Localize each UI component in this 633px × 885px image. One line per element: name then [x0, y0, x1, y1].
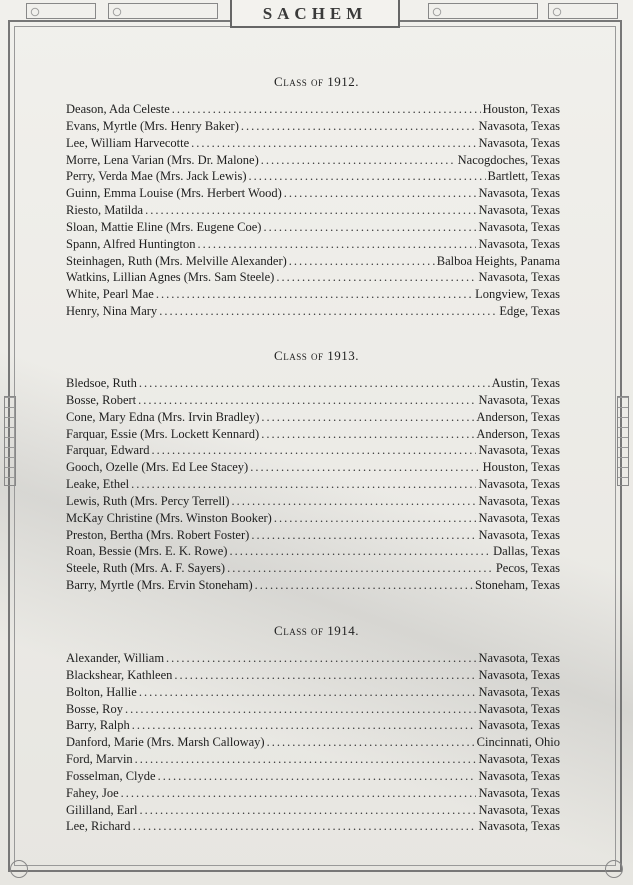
- alumni-name: Bledsoe, Ruth: [66, 376, 137, 390]
- alumni-name: Spann, Alfred Huntington: [66, 236, 196, 251]
- leader-dots: [227, 560, 494, 577]
- alumni-name: Barry, Myrtle (Mrs. Ervin Stoneham): [66, 578, 253, 593]
- leader-dots: [251, 527, 476, 544]
- alumni-name: Steinhagen, Ruth (Mrs. Melville Alexander): [66, 253, 287, 268]
- leader-dots: [261, 409, 474, 426]
- leader-dots: [135, 751, 477, 768]
- section-title-1913: Class of 1913.: [274, 348, 359, 363]
- leader-dots: [267, 734, 475, 751]
- alumni-name: Bosse, Roy: [66, 701, 123, 716]
- alumni-name: Farquar, Essie (Mrs. Lockett Kennard): [66, 426, 260, 441]
- alumni-name: Lee, Richard: [66, 819, 131, 834]
- section-title-1914: Class of 1914.: [274, 623, 359, 638]
- alumni-name: Fosselman, Clyde: [66, 768, 156, 783]
- section-title-1912: Class of 1912.: [274, 74, 359, 89]
- leader-dots: [250, 459, 480, 476]
- alumni-name: Roan, Bessie (Mrs. E. K. Rowe): [66, 544, 228, 559]
- alumni-name: Deason, Ada Celeste: [66, 102, 170, 116]
- alumni-name: Farquar, Edward: [66, 443, 150, 458]
- roster-row: [66, 269, 560, 286]
- leader-dots: [255, 577, 473, 594]
- leader-dots: [125, 701, 477, 718]
- alumni-residence: Navasota, Texas: [478, 752, 560, 767]
- alumni-name: Cone, Mary Edna (Mrs. Irvin Bradley): [66, 409, 260, 424]
- alumni-residence: Dallas, Texas: [493, 544, 560, 559]
- roster-row: [66, 701, 560, 718]
- roster-list-1914: [66, 650, 560, 835]
- alumni-name: Alexander, William: [66, 651, 165, 665]
- alumni-residence: Balboa Heights, Panama: [436, 253, 560, 268]
- alumni-residence: Navasota, Texas: [478, 718, 560, 733]
- leader-dots: [231, 493, 476, 510]
- leader-dots: [139, 375, 490, 392]
- alumni-residence: Navasota, Texas: [478, 701, 560, 716]
- header-title-box: [230, 0, 400, 28]
- roster-row: [66, 426, 560, 443]
- roster-row: [66, 560, 560, 577]
- roster-row: [66, 202, 560, 219]
- leader-dots: [274, 510, 477, 527]
- alumni-residence: Navasota, Texas: [478, 443, 560, 458]
- alumni-name: Bolton, Hallie: [66, 684, 137, 699]
- roster-row: [66, 818, 560, 835]
- roster-row: [66, 219, 560, 236]
- leader-dots: [289, 253, 435, 270]
- alumni-residence: Cincinnati, Ohio: [476, 735, 560, 750]
- roster-row: [66, 734, 560, 751]
- leader-dots: [263, 219, 476, 236]
- leader-dots: [261, 152, 456, 169]
- roster-row: [66, 785, 560, 802]
- alumni-name: Henry, Nina Mary: [66, 304, 158, 319]
- alumni-residence: Pecos, Texas: [495, 561, 560, 576]
- leader-dots: [159, 303, 497, 320]
- alumni-residence: Navasota, Texas: [478, 219, 560, 234]
- leader-dots: [166, 650, 476, 667]
- alumni-residence: Navasota, Texas: [478, 667, 560, 682]
- alumni-name: McKay Christine (Mrs. Winston Booker): [66, 510, 272, 525]
- leader-dots: [139, 684, 477, 701]
- leader-dots: [191, 135, 476, 152]
- roster-row: [66, 185, 560, 202]
- alumni-residence: Houston, Texas: [482, 460, 560, 475]
- alumni-name: Blackshear, Kathleen: [66, 667, 173, 682]
- alumni-residence: Edge, Texas: [499, 304, 560, 319]
- roster-list-1912: [66, 101, 560, 320]
- alumni-residence: Navasota, Texas: [478, 493, 560, 508]
- page-header-title: SACHEM: [262, 4, 368, 23]
- leader-dots: [121, 785, 477, 802]
- alumni-residence: Longview, Texas: [475, 287, 560, 302]
- leader-dots: [152, 442, 477, 459]
- leader-dots: [156, 286, 473, 303]
- leader-dots: [174, 667, 476, 684]
- alumni-residence: Navasota, Texas: [478, 186, 560, 201]
- alumni-name: Riesto, Matilda: [66, 203, 144, 218]
- alumni-name: Guinn, Emma Louise (Mrs. Herbert Wood): [66, 186, 282, 201]
- leader-dots: [138, 392, 476, 409]
- leader-dots: [131, 476, 476, 493]
- side-ornament-icon: [4, 396, 16, 486]
- alumni-name: Steele, Ruth (Mrs. A. F. Sayers): [66, 561, 226, 576]
- alumni-name: Gililland, Earl: [66, 802, 138, 817]
- roster-row: [66, 459, 560, 476]
- roster-row: [66, 476, 560, 493]
- leader-dots: [140, 802, 477, 819]
- leader-dots: [158, 768, 477, 785]
- corner-ornament-icon: [10, 860, 28, 878]
- roster-row: [66, 409, 560, 426]
- alumni-residence: Navasota, Texas: [478, 477, 560, 492]
- leader-dots: [229, 543, 491, 560]
- roster-row: [66, 510, 560, 527]
- leader-dots: [172, 101, 481, 118]
- alumni-residence: Navasota, Texas: [478, 118, 560, 133]
- roster-row: [66, 577, 560, 594]
- roster-row: [66, 493, 560, 510]
- alumni-residence: Navasota, Texas: [478, 802, 560, 817]
- alumni-residence: Anderson, Texas: [476, 409, 560, 424]
- alumni-residence: Navasota, Texas: [478, 270, 560, 285]
- alumni-residence: Navasota, Texas: [478, 684, 560, 699]
- roster-list-1913: [66, 375, 560, 594]
- roster-row: [66, 768, 560, 785]
- alumni-residence: Navasota, Texas: [478, 527, 560, 542]
- leader-dots: [241, 118, 477, 135]
- alumni-residence: Stoneham, Texas: [475, 578, 560, 593]
- roster-row: [66, 543, 560, 560]
- leader-dots: [198, 236, 477, 253]
- alumni-name: Gooch, Ozelle (Mrs. Ed Lee Stacey): [66, 460, 249, 475]
- alumni-name: Evans, Myrtle (Mrs. Henry Baker): [66, 118, 239, 133]
- alumni-residence: Navasota, Texas: [478, 768, 560, 783]
- roster-row: [66, 152, 560, 169]
- roster-row: [66, 375, 560, 392]
- alumni-residence: Navasota, Texas: [478, 203, 560, 218]
- roster-row: [66, 236, 560, 253]
- roster-row: [66, 442, 560, 459]
- roster-row: [66, 667, 560, 684]
- alumni-name: Ford, Marvin: [66, 752, 133, 767]
- alumni-name: Lee, William Harvecotte: [66, 135, 190, 150]
- alumni-residence: Navasota, Texas: [478, 236, 560, 251]
- alumni-residence: Anderson, Texas: [476, 426, 560, 441]
- roster-row: [66, 286, 560, 303]
- alumni-residence: Austin, Texas: [491, 376, 560, 390]
- alumni-name: Sloan, Mattie Eline (Mrs. Eugene Coe): [66, 219, 262, 234]
- roster-row: [66, 392, 560, 409]
- alumni-residence: Nacogdoches, Texas: [457, 152, 560, 167]
- scroll-ornament-icon: [26, 3, 96, 19]
- roster-row: [66, 802, 560, 819]
- roster-row: [66, 650, 560, 667]
- alumni-name: White, Pearl Mae: [66, 287, 154, 302]
- alumni-residence: Navasota, Texas: [478, 510, 560, 525]
- alumni-residence: Bartlett, Texas: [487, 169, 560, 184]
- leader-dots: [249, 168, 486, 185]
- corner-ornament-icon: [605, 860, 623, 878]
- alumni-residence: Navasota, Texas: [478, 819, 560, 834]
- scroll-ornament-icon: [428, 3, 538, 19]
- alumni-residence: Navasota, Texas: [478, 785, 560, 800]
- alumni-name: Leake, Ethel: [66, 477, 130, 492]
- roster-row: [66, 717, 560, 734]
- roster-row: [66, 168, 560, 185]
- side-ornament-icon: [617, 396, 629, 486]
- roster-row: [66, 135, 560, 152]
- leader-dots: [261, 426, 474, 443]
- roster-row: [66, 253, 560, 270]
- alumni-residence: Navasota, Texas: [478, 392, 560, 407]
- roster-row: [66, 751, 560, 768]
- leader-dots: [145, 202, 476, 219]
- alumni-name: Fahey, Joe: [66, 785, 119, 800]
- leader-dots: [132, 717, 477, 734]
- alumni-residence: Houston, Texas: [482, 102, 560, 116]
- alumni-name: Perry, Verda Mae (Mrs. Jack Lewis): [66, 169, 247, 184]
- leader-dots: [276, 269, 476, 286]
- alumni-name: Bosse, Robert: [66, 392, 137, 407]
- leader-dots: [133, 818, 477, 835]
- roster-row: [66, 118, 560, 135]
- alumni-residence: Navasota, Texas: [478, 651, 560, 665]
- alumni-name: Preston, Bertha (Mrs. Robert Foster): [66, 527, 250, 542]
- scroll-ornament-icon: [108, 3, 218, 19]
- roster-row: [66, 527, 560, 544]
- alumni-name: Danford, Marie (Mrs. Marsh Calloway): [66, 735, 265, 750]
- alumni-name: Morre, Lena Varian (Mrs. Dr. Malone): [66, 152, 259, 167]
- alumni-name: Watkins, Lillian Agnes (Mrs. Sam Steele): [66, 270, 275, 285]
- leader-dots: [284, 185, 477, 202]
- roster-row: [66, 684, 560, 701]
- roster-row: [66, 303, 560, 320]
- roster-row: [66, 101, 560, 118]
- alumni-name: Lewis, Ruth (Mrs. Percy Terrell): [66, 493, 230, 508]
- alumni-residence: Navasota, Texas: [478, 135, 560, 150]
- alumni-name: Barry, Ralph: [66, 718, 130, 733]
- scroll-ornament-icon: [548, 3, 618, 19]
